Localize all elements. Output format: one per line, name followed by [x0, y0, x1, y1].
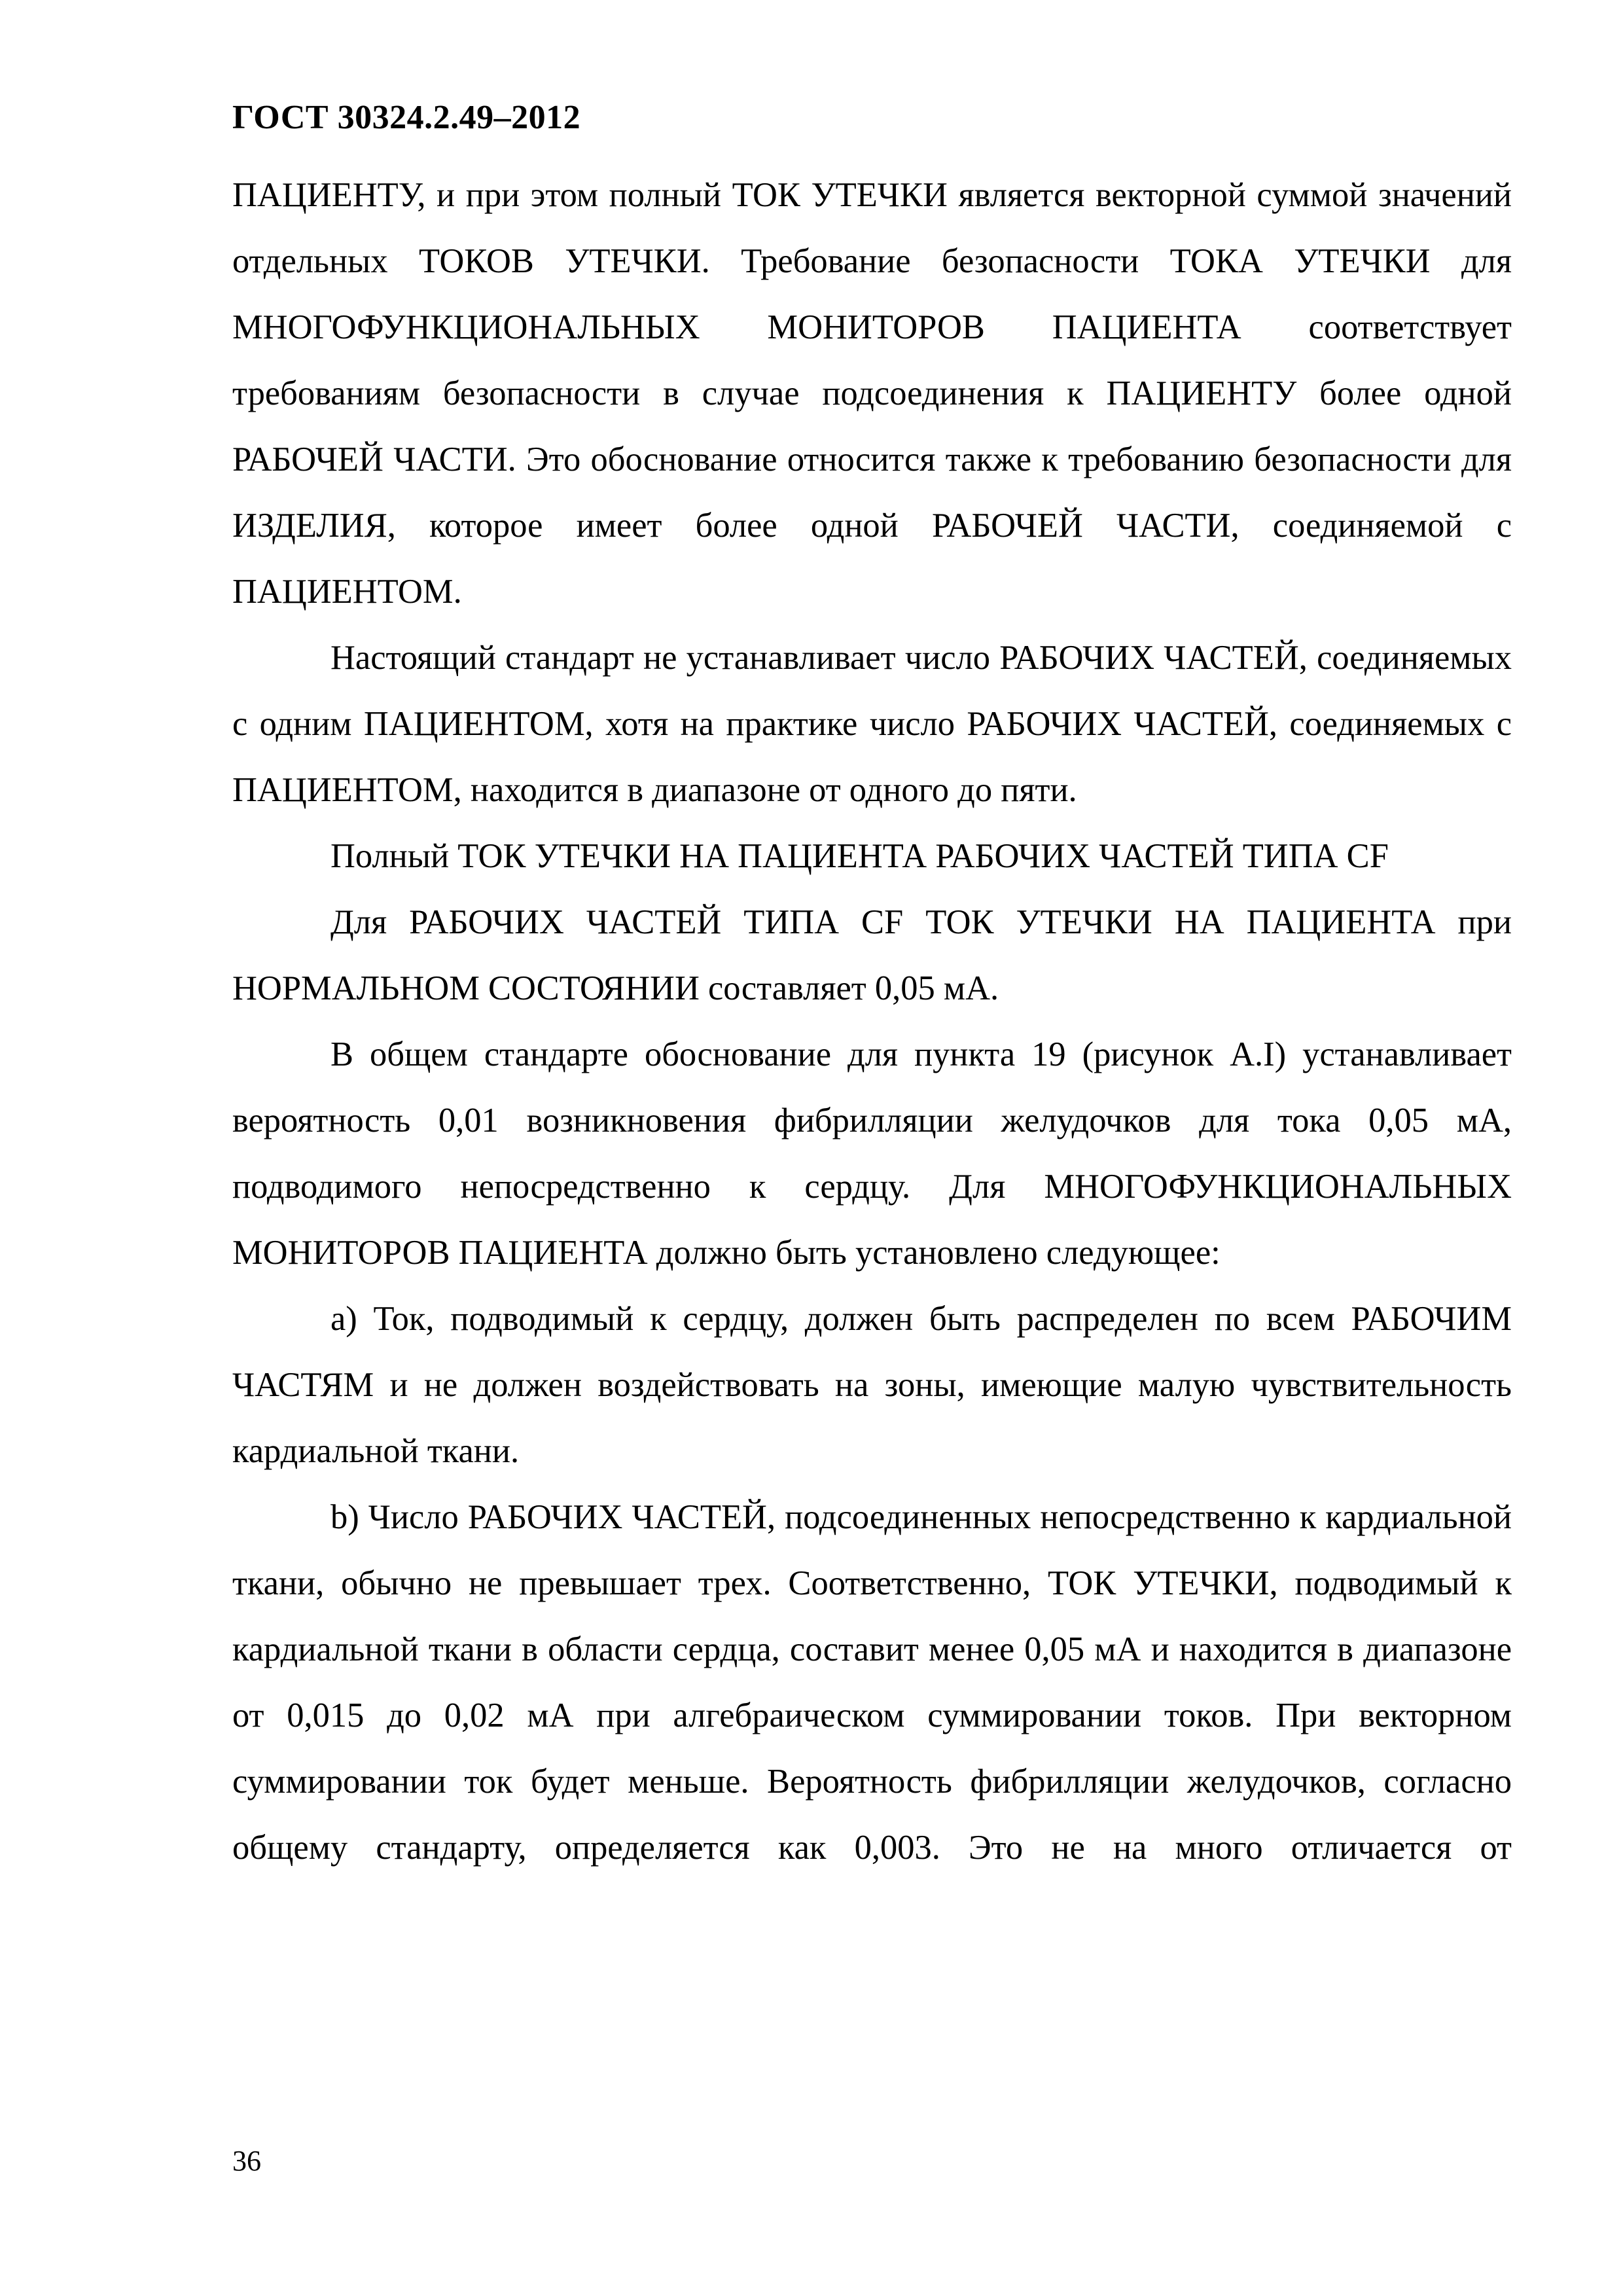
paragraph-cf-leakage-value: Для РАБОЧИХ ЧАСТЕЙ ТИПА CF ТОК УТЕЧКИ НА ПАЦИЕНТА при НОРМАЛЬНОМ СОСТОЯНИИ составляет 0,05 мА.: [232, 903, 1512, 1007]
section-heading-leakage-current-cf: Полный ТОК УТЕЧКИ НА ПАЦИЕНТА РАБОЧИХ ЧАСТЕЙ ТИПА CF: [330, 837, 1389, 875]
page-number: 36: [232, 2145, 261, 2177]
list-item-b: b) Число РАБОЧИХ ЧАСТЕЙ, подсоединенных непосредственно к кардиальной ткани, обычно не превышает трех. Соответственно, ТОК УТЕЧКИ, подводимый к кардиальной ткани в области сердца, составит менее 0,05 мА и находится в диапазоне от 0,015 до 0,02 мА при алгебраическом суммировании токов. При векторном суммировании ток будет меньше. Вероятность фибрилляции желудочков, согласно общему стандарту, определяется как 0,003. Это не на много отличается от: [232, 1498, 1512, 1867]
paragraph-working-parts-count: Настоящий стандарт не устанавливает число РАБОЧИХ ЧАСТЕЙ, соединяемых с одним ПАЦИЕНТОМ, хотя на практике число РАБОЧИХ ЧАСТЕЙ, соединяемых с ПАЦИЕНТОМ, находится в диапазоне от одного до пяти.: [232, 639, 1512, 809]
document-header: ГОСТ 30324.2.49–2012: [232, 99, 581, 136]
list-item-a: a) Ток, подводимый к сердцу, должен быть распределен по всем РАБОЧИМ ЧАСТЯМ и не должен воздействовать на зоны, имеющие малую чувствительность кардиальной ткани.: [232, 1300, 1512, 1470]
document-body: [232, 162, 1512, 1881]
paragraph-continuation: ПАЦИЕНТУ, и при этом полный ТОК УТЕЧКИ является векторной суммой значений отдельных ТОКОВ УТЕЧКИ. Требование безопасности ТОКА УТЕЧКИ для МНОГОФУНКЦИОНАЛЬНЫХ МОНИТОРОВ ПАЦИЕНТА соответствует требованиям безопасности в случае подсоединения к ПАЦИЕНТУ более одной РАБОЧЕЙ ЧАСТИ. Это обоснование относится также к требованию безопасности для ИЗДЕЛИЯ, которое имеет более одной РАБОЧЕЙ ЧАСТИ, соединяемой с ПАЦИЕНТОМ.: [232, 176, 1512, 611]
paragraph-general-standard-rationale: В общем стандарте обоснование для пункта 19 (рисунок A.I) устанавливает вероятность 0,01 возникновения фибрилляции желудочков для тока 0,05 мА, подводимого непосредственно к сердцу. Для МНОГОФУНКЦИОНАЛЬНЫХ МОНИТОРОВ ПАЦИЕНТА должно быть установлено следующее:: [232, 1035, 1512, 1272]
